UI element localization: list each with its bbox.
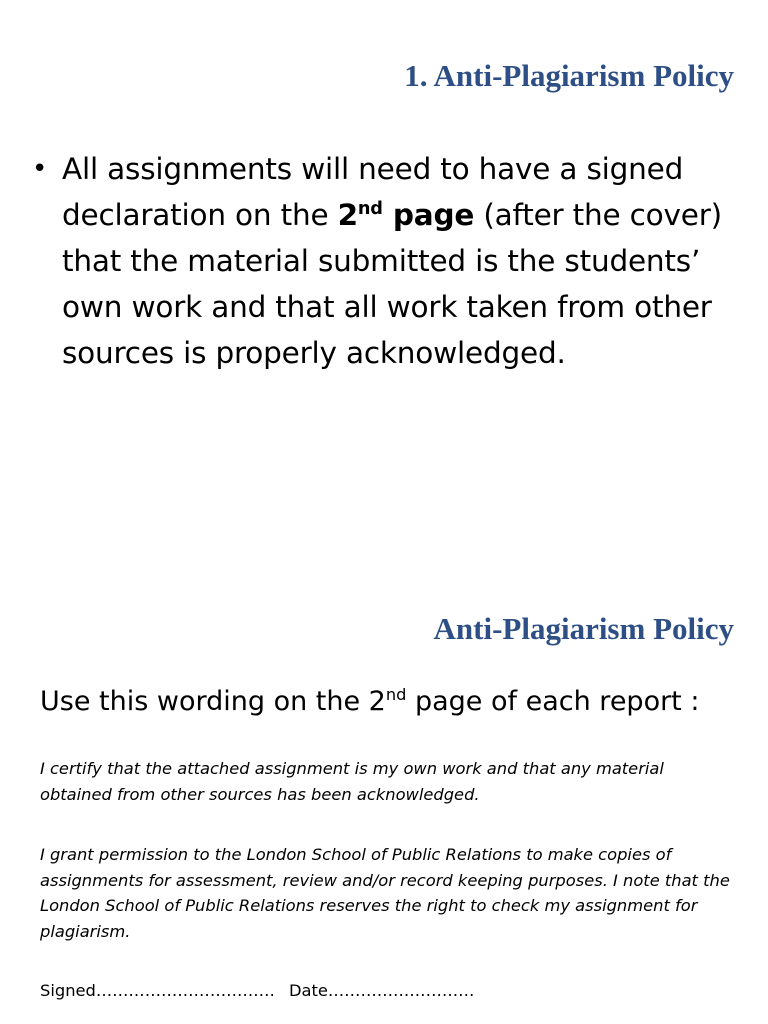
instruction-text <box>40 686 699 717</box>
instruction-start: Use this wording on the 2 <box>40 686 386 717</box>
declaration-certify: I certify that the attached assignment is my own work and that any material obtained from other sources has been acknowledged. <box>40 759 664 804</box>
bullet-emphasis-superscript: nd <box>357 199 383 220</box>
declaration-permission: I grant permission to the London School of Public Relations to make copies of assignments for assessment, review and/or record keeping purposes. I note that the London School of Public Relations reserves the right to check my assignment for plagiarism. <box>40 845 730 941</box>
bullet-text-end: (after the cover) that the material submitted is the students’ own work and that all work taken from other sources is properly acknowledged. <box>62 198 722 370</box>
slide-1-title: 1. Anti-Plagiarism Policy <box>404 58 734 93</box>
bullet-icon: • <box>32 154 48 184</box>
bullet-emphasis <box>338 198 475 232</box>
bullet-emphasis-word: page <box>382 198 475 232</box>
bullet-text-start: All assignments will need to have a signed declaration on the <box>62 152 684 232</box>
bullet-text <box>62 146 750 376</box>
bullet-paragraph <box>32 146 750 376</box>
bullet-emphasis-number: 2 <box>337 198 358 232</box>
instruction-superscript: nd <box>385 685 407 704</box>
signature-line <box>40 981 474 1000</box>
date-field: Date……………………… <box>288 981 475 1000</box>
slide-2-title: Anti-Plagiarism Policy <box>433 611 734 646</box>
signed-field: Signed…………………………… <box>40 981 275 1000</box>
instruction-end: page of each report : <box>406 686 700 717</box>
